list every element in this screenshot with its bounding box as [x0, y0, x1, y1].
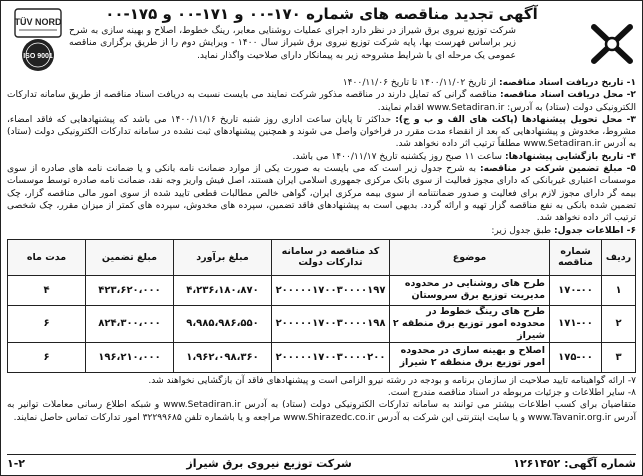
condition-3 [7, 114, 636, 151]
svg-text:ISO 9001: ISO 9001 [23, 53, 53, 60]
cell-code: ۲۰۰۰۰۰۱۷۰۰۳۰۰۰۰۱۹۸ [272, 305, 390, 342]
cell-estimate: ۴،۲۳۶،۱۸۰،۸۷۰ [174, 275, 272, 305]
condition-3-text: حداکثر تا پایان ساعت اداری روز شنبه تاریخ ۱۴۰۰/۱۱/۱۶ می باشد که پیشنهادهایی که فاقد امضاء، مشروط، مخدوش و پیشنهادهایی که بعد از انقضاء مدت مقرر در فراخوان واصل می شوند و همچنین پیشنهادهای ثبت نشده در سامانه تدارکات الکترونیکی دولت (ستاد) به آدرس www.Setadiran.ir مطلقاً ترتیب اثر داده نخواهد شد. [7, 114, 636, 150]
header-estimate: مبلغ برآورد [174, 239, 272, 275]
table-row [8, 342, 636, 372]
cell-code: ۲۰۰۰۰۰۱۷۰۰۳۰۰۰۰۱۹۷ [272, 275, 390, 305]
company-name: شرکت توزیع نیروی برق شیراز [186, 457, 352, 470]
header-duration: مدت ماه [8, 239, 86, 275]
condition-1 [7, 77, 636, 89]
condition-5-text: به شرح جدول زیر است که می بایست به صورت یکی از موارد ضمانت نامه بانکی و یا ضمانت نامه های صادره از سوی موسسات اعتباری غیربانکی که دارای مجوز فعالیت از سوی بانک مرکزی جمهوری اسلامی ایران هستند، اصل فیش واریز وجه نقد، ضمانت نامه صادره توسط موسسات بیمه گر دارای مجوز لازم برای فعالیت و صدور ضمانتنامه از سوی بیمه مرکزی ایران، گواهی خالص مطالبات قطعی تایید شده از سوی امور مالی مناقصه گزار، چک تضمین شده بانکی به نفع مناقصه گزار تهیه و ارائه گردد. بدیهی است به پیشنهادهای فاقد تضمین، سپرده های مخدوش، سپرده های کمتر از میزان مقرر، چک شخصی ترتیب اثر داده نخواهد شد. [7, 164, 636, 224]
condition-5 [7, 163, 636, 224]
header-guarantee: مبلغ تضمین [86, 239, 174, 275]
cell-guarantee: ۸۲۴،۳۰۰،۰۰۰ [86, 305, 174, 342]
notice-footer-notes [7, 375, 636, 424]
cell-row: ۱ [602, 275, 636, 305]
cell-subject: طرح های روشنایی در محدوده مدیریت توزیع برق سروستان [390, 275, 550, 305]
condition-6-label: ۶- اطلاعات جدول: [553, 225, 636, 236]
notice-header [7, 5, 636, 77]
condition-5-label: ۵- مبلغ تضمین شرکت در مناقصه: [479, 164, 636, 175]
tavanir-logo-icon [588, 21, 636, 67]
cell-number: ۱۷۵-۰۰ [550, 342, 602, 372]
ad-number: شماره آگهی: ۱۲۶۱۴۵۲ [513, 457, 636, 470]
notice-conditions [7, 77, 636, 237]
cell-guarantee: ۱۹۶،۲۱۰،۰۰۰ [86, 342, 174, 372]
cell-duration: ۶ [8, 305, 86, 342]
tender-table [7, 239, 636, 373]
cell-subject: طرح های رینگ خطوط در محدوده امور توزیع برق منطقه ۲ شیراز [390, 305, 550, 342]
note-9: متقاضیان برای کسب اطلاعات بیشتر می توانند به سامانه تدارکات الکترونیکی دولت (ستاد) به آدرس www.Setadiran.ir و شبکه اطلاع رسانی معاملات توانیر به آدرس www.Tavanir.org.ir و یا سایت اینترنتی این شرکت به آدرس www.Shirazedc.co.ir مراجعه و یا باشماره تلفن ۳۲۲۹۹۶۸۵ امور تدارکات تماس حاصل نمایند. [7, 400, 636, 423]
notice-title: آگهی تجدید مناقصه های شماره ۱۷۰-۰۰ و ۱۷۱-۰۰ و ۱۷۵-۰۰ [105, 5, 538, 23]
condition-3-label: ۳- محل تحویل پیشنهادها (پاکت های الف و ب و ج): [395, 114, 636, 125]
condition-1-label: ۱- تاریخ دریافت اسناد مناقصه: [498, 78, 636, 88]
note-8: ۸- سایر اطلاعات و جزئیات مربوطه در اسناد مناقصه مندرج است. [387, 388, 636, 399]
condition-6-text: طبق جدول زیر: [491, 225, 552, 236]
cell-row: ۳ [602, 342, 636, 372]
header-subject: موضوع [390, 239, 550, 275]
svg-text:TÜV NORD: TÜV NORD [14, 17, 62, 27]
cell-subject: اصلاح و بهینه سازی در محدوده امور توزیع برق منطقه ۲ شیراز [390, 342, 550, 372]
cell-estimate: ۱،۹۶۲،۰۹۸،۳۶۰ [174, 342, 272, 372]
cell-number: ۱۷۰-۰۰ [550, 275, 602, 305]
cell-row: ۲ [602, 305, 636, 342]
condition-6 [7, 225, 636, 237]
condition-4-text: ساعت ۱۱ صبح روز یکشنبه تاریخ ۱۴۰۰/۱۱/۱۷ می باشد. [292, 151, 503, 162]
condition-4-label: ۴- تاریخ بازگشایی پیشنهادها: [504, 151, 636, 162]
cell-number: ۱۷۱-۰۰ [550, 305, 602, 342]
condition-2-text: مناقصه گرانی که تمایل دارند در مناقصه مذکور شرکت نمایند می بایست نسبت به دریافت اسناد مناقصه از طریق سامانه تدارکات الکترونیکی دولت (ستاد) به آدرس: www.Setadiran.ir اقدام نمایند. [7, 90, 636, 113]
cell-estimate: ۹،۹۸۵،۹۸۶،۵۵۰ [174, 305, 272, 342]
condition-2-label: ۲- محل دریافت اسناد مناقصه: [499, 90, 636, 101]
condition-1-text: از تاریخ ۱۴۰۰/۱۱/۰۲ تا تاریخ ۱۴۰۰/۱۱/۰۶ [342, 78, 497, 88]
header-tender-number: شماره مناقصه [550, 239, 602, 275]
cell-duration: ۴ [8, 275, 86, 305]
cell-code: ۲۰۰۰۰۰۱۷۰۰۳۰۰۰۰۲۰۰ [272, 342, 390, 372]
header-row-number: ردیف [602, 239, 636, 275]
note-7: ۷- ارائه گواهینامه تایید صلاحیت از سازمان برنامه و بودجه در رشته نیرو الزامی است و پیشنهادهای فاقد آن بازگشایی نخواهند شد. [148, 375, 636, 386]
cell-duration: ۶ [8, 342, 86, 372]
table-row [8, 305, 636, 342]
condition-2 [7, 89, 636, 114]
notice-intro: شرکت توزیع نیروی برق شیراز در نظر دارد اجرای عملیات روشنایی معابر، رینگ خطوط، اصلاح و بهینه سازی به شرح زیر براساس فهرست بها، پایه شرکت توزیع نیروی برق شیراز سال ۱۴۰۰ - ویرایش دوم را از طریق برگزاری مناقصه عمومی یک مرحله ای با شرایط مشروحه زیر به پیمانکار دارای صلاحیت واگذار نماید. [69, 25, 516, 61]
table-row [8, 275, 636, 305]
table-header-row [8, 239, 636, 275]
header-system-code: کد مناقصه در سامانه تدارکات دولت [272, 239, 390, 275]
notice-bottom-bar [7, 454, 636, 472]
condition-4 [7, 151, 636, 163]
tuv-iso-logo-icon [9, 7, 67, 73]
page-number: ۱-۲ [7, 457, 26, 470]
cell-guarantee: ۴۲۳،۶۲۰،۰۰۰ [86, 275, 174, 305]
